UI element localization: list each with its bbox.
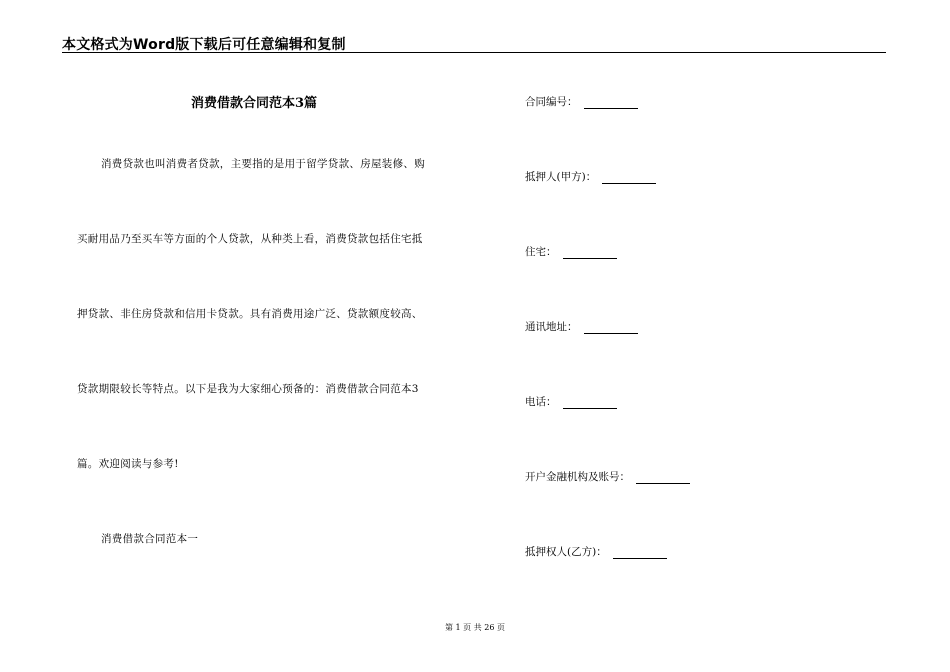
- paragraph-line: 押贷款、非住房贷款和信用卡贷款。具有消费用途广泛、贷款额度较高、: [77, 308, 423, 320]
- paragraph-line: 贷款期限较长等特点。以下是我为大家细心预备的：消费借款合同范本3: [77, 383, 419, 395]
- fill-in-blank: [613, 549, 667, 559]
- mailing-address-field: [525, 319, 638, 334]
- field-label: 住宅：: [525, 246, 557, 258]
- page-title: 消费借款合同范本3篇: [191, 96, 318, 111]
- fill-in-blank: [584, 324, 638, 334]
- fill-in-blank: [584, 99, 638, 109]
- page-footer: 第 1 页 共 26 页: [445, 623, 505, 632]
- section-heading: 消费借款合同范本一: [101, 533, 199, 545]
- fill-in-blank: [563, 249, 617, 259]
- header-divider: [62, 52, 886, 53]
- field-label: 开户金融机构及账号：: [525, 471, 630, 483]
- bank-account-field: [525, 469, 690, 484]
- mortgagee-field: [525, 544, 667, 559]
- field-label: 抵押人(甲方)：: [525, 171, 597, 183]
- mortgagor-field: [525, 169, 656, 184]
- contract-number-field: [525, 94, 638, 109]
- paragraph-line: 买耐用品乃至买车等方面的个人贷款，从种类上看，消费贷款包括住宅抵: [77, 233, 423, 245]
- paragraph-line: 篇。欢迎阅读与参考!: [77, 458, 179, 470]
- fill-in-blank: [636, 474, 690, 484]
- phone-field: [525, 394, 617, 409]
- document-header: 本文格式为Word版下载后可任意编辑和复制: [62, 37, 346, 53]
- fill-in-blank: [563, 399, 617, 409]
- field-label: 抵押权人(乙方)：: [525, 546, 607, 558]
- fill-in-blank: [602, 174, 656, 184]
- field-label: 电话：: [525, 396, 557, 408]
- paragraph-line: 消费贷款也叫消费者贷款，主要指的是用于留学贷款、房屋装修、购: [101, 158, 425, 170]
- residence-field: [525, 244, 617, 259]
- field-label: 合同编号：: [525, 96, 578, 108]
- field-label: 通讯地址：: [525, 321, 578, 333]
